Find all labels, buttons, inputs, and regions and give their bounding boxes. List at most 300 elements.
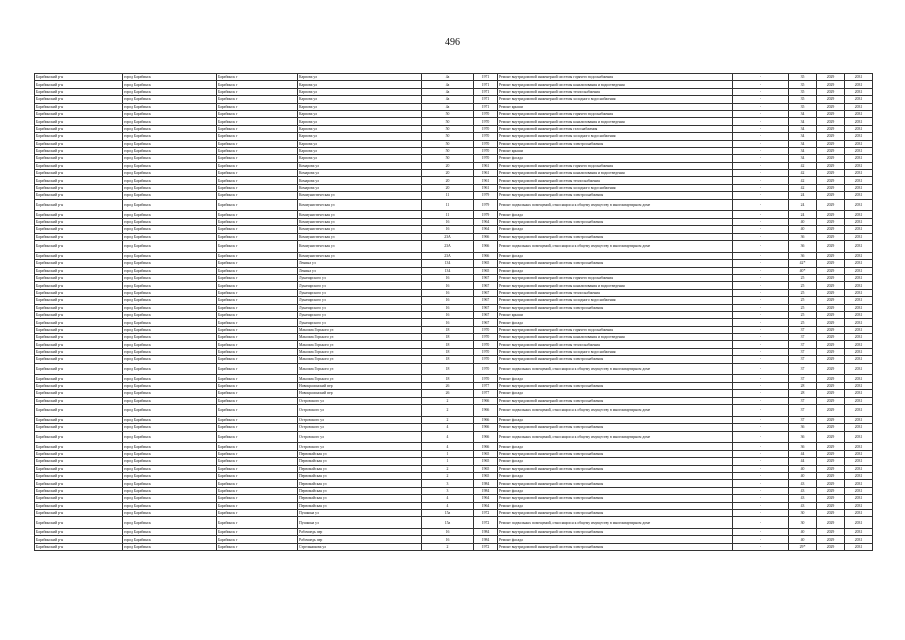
period-start-cell: 2029 [817,233,845,240]
period-start-cell: 2029 [817,465,845,472]
period-end-cell: 2031 [845,267,873,274]
municipality-cell: город Барабинск [123,397,217,404]
period-end-cell: 2031 [845,274,873,281]
street-cell: Коммунистическая ул [298,199,422,211]
table-row [35,319,873,326]
municipality-cell: город Барабинск [123,536,217,543]
period-end-cell: 2031 [845,397,873,404]
work-type-cell: Ремонт внутридомовой инженерной системы электроснабжения [498,260,733,267]
build-year-cell: 1970 [474,147,498,154]
house-number-cell: 50 [422,147,474,154]
street-cell: Карпова ул [298,118,422,125]
work-type-cell: Ремонт фасада [498,252,733,259]
street-cell: Максима Горького ул [298,334,422,341]
city-cell: Барабинск г [217,133,298,140]
work-type-cell: Ремонт внутридомовой инженерной системы электроснабжения [498,529,733,536]
mark-cell: - [733,88,789,95]
city-cell: Барабинск г [217,81,298,88]
table-row [35,88,873,95]
city-cell: Барабинск г [217,487,298,494]
municipality-cell: город Барабинск [123,133,217,140]
period-end-cell: 2031 [845,375,873,382]
district-cell: Барабинский р-н [35,319,123,326]
work-type-cell: Ремонт внутридомовой инженерной системы электроснабжения [498,192,733,199]
work-type-cell: Ремонт внутридомовой инженерной системы газоснабжения [498,125,733,132]
build-year-cell: 1966 [474,397,498,404]
district-cell: Барабинский р-н [35,356,123,363]
table-row [35,390,873,397]
street-cell: Рабочиедь пер [298,529,422,536]
period-start-cell: 2029 [817,252,845,259]
build-year-cell: 1970 [474,348,498,355]
value-cell: 40 [789,529,817,536]
period-end-cell: 2031 [845,416,873,423]
period-end-cell: 2031 [845,88,873,95]
period-start-cell: 2029 [817,509,845,516]
house-number-cell: 16 [422,218,474,225]
street-cell: Коммунистическая ул [298,226,422,233]
city-cell: Барабинск г [217,536,298,543]
work-type-cell: Ремонт внутридомовой инженерной системы горячего водоснабжения [498,274,733,281]
table-row [35,543,873,550]
work-type-cell: Ремонт внутридомовой инженерной системы электроснабжения [498,450,733,457]
period-end-cell: 2031 [845,311,873,318]
municipality-cell: город Барабинск [123,509,217,516]
value-cell: 25 [789,304,817,311]
municipality-cell: город Барабинск [123,311,217,318]
work-type-cell: Ремонт фасада [498,155,733,162]
city-cell: Барабинск г [217,443,298,450]
value-cell: 43 [789,495,817,502]
mark-cell: - [733,443,789,450]
street-cell: Первомайская ул [298,487,422,494]
register-table [34,73,873,551]
house-number-cell: 4 [422,431,474,443]
house-number-cell: 16 [422,226,474,233]
period-end-cell: 2031 [845,110,873,117]
house-number-cell: 2 [422,472,474,479]
build-year-cell: 1977 [474,390,498,397]
table-row [35,282,873,289]
street-cell: Карпова ул [298,81,422,88]
period-start-cell: 2029 [817,543,845,550]
city-cell: Барабинск г [217,397,298,404]
value-cell: 42* [789,260,817,267]
street-cell: Комарова ул [298,184,422,191]
period-end-cell: 2031 [845,125,873,132]
district-cell: Барабинский р-н [35,334,123,341]
build-year-cell: 1971 [474,96,498,103]
period-end-cell: 2031 [845,363,873,375]
value-cell: 42 [789,177,817,184]
mark-cell: - [733,348,789,355]
house-number-cell: 134 [422,267,474,274]
house-number-cell: 50 [422,110,474,117]
municipality-cell: город Барабинск [123,233,217,240]
build-year-cell: 1971 [474,88,498,95]
city-cell: Барабинск г [217,356,298,363]
district-cell: Барабинский р-н [35,74,123,81]
mark-cell: - [733,74,789,81]
build-year-cell: 1972 [474,517,498,529]
value-cell: 42 [789,184,817,191]
municipality-cell: город Барабинск [123,529,217,536]
value-cell: 35 [789,103,817,110]
period-end-cell: 2031 [845,147,873,154]
table-row [35,252,873,259]
period-end-cell: 2031 [845,282,873,289]
period-start-cell: 2029 [817,147,845,154]
mark-cell: - [733,147,789,154]
street-cell: Островского ул [298,405,422,417]
period-start-cell: 2029 [817,274,845,281]
mark-cell: - [733,184,789,191]
municipality-cell: город Барабинск [123,162,217,169]
build-year-cell: 1979 [474,199,498,211]
build-year-cell: 1967 [474,311,498,318]
period-start-cell: 2029 [817,319,845,326]
district-cell: Барабинский р-н [35,260,123,267]
mark-cell: - [733,289,789,296]
mark-cell: - [733,375,789,382]
district-cell: Барабинский р-н [35,424,123,431]
house-number-cell: 16 [422,311,474,318]
table-row [35,140,873,147]
house-number-cell: 4а [422,103,474,110]
period-end-cell: 2031 [845,509,873,516]
table-row [35,192,873,199]
period-start-cell: 2029 [817,118,845,125]
table-row [35,517,873,529]
work-type-cell: Ремонт внутридомовой инженерной системы холодного водоснабжения [498,96,733,103]
work-type-cell: Ремонт внутридомовой инженерной системы холодного водоснабжения [498,133,733,140]
mark-cell: - [733,241,789,253]
period-start-cell: 2029 [817,424,845,431]
street-cell: Луначарского ул [298,297,422,304]
value-cell: 34 [789,155,817,162]
municipality-cell: город Барабинск [123,184,217,191]
city-cell: Барабинск г [217,319,298,326]
street-cell: Островского ул [298,397,422,404]
period-start-cell: 2029 [817,382,845,389]
table-row [35,502,873,509]
build-year-cell: 1967 [474,282,498,289]
house-number-cell: 4а [422,74,474,81]
mark-cell: - [733,140,789,147]
build-year-cell: 1970 [474,375,498,382]
municipality-cell: город Барабинск [123,74,217,81]
period-end-cell: 2031 [845,170,873,177]
period-start-cell: 2029 [817,96,845,103]
work-type-cell: Ремонт внутридомовой инженерной системы канализования и водоотведения [498,170,733,177]
municipality-cell: город Барабинск [123,465,217,472]
city-cell: Барабинск г [217,502,298,509]
period-start-cell: 2029 [817,326,845,333]
value-cell: 42 [789,170,817,177]
city-cell: Барабинск г [217,326,298,333]
period-start-cell: 2029 [817,74,845,81]
mark-cell: - [733,416,789,423]
district-cell: Барабинский р-н [35,397,123,404]
period-start-cell: 2029 [817,289,845,296]
period-start-cell: 2029 [817,529,845,536]
table-row [35,326,873,333]
value-cell: 25 [789,282,817,289]
build-year-cell: 1979 [474,192,498,199]
period-end-cell: 2031 [845,382,873,389]
district-cell: Барабинский р-н [35,192,123,199]
district-cell: Барабинский р-н [35,363,123,375]
mark-cell: - [733,226,789,233]
period-start-cell: 2029 [817,282,845,289]
build-year-cell: 1984 [474,536,498,543]
house-number-cell: 50 [422,125,474,132]
street-cell: Максима Горького ул [298,341,422,348]
work-type-cell: Ремонт фасада [498,458,733,465]
work-type-cell: Ремонт фасада [498,416,733,423]
house-number-cell: 4 [422,495,474,502]
period-end-cell: 2031 [845,472,873,479]
house-number-cell: 23А [422,241,474,253]
work-type-cell: Ремонт внутридомовой инженерной системы канализования и водоотведения [498,118,733,125]
period-start-cell: 2029 [817,170,845,177]
city-cell: Барабинск г [217,382,298,389]
build-year-cell: 1970 [474,140,498,147]
street-cell: Максима Горького ул [298,363,422,375]
build-year-cell: 1972 [474,543,498,550]
city-cell: Барабинск г [217,88,298,95]
mark-cell: - [733,199,789,211]
district-cell: Барабинский р-н [35,147,123,154]
work-type-cell: Ремонт подвальных помещений, относящихся к общему имуществу в многоквартирном доме [498,405,733,417]
value-cell: 36 [789,443,817,450]
street-cell: Луначарского ул [298,289,422,296]
mark-cell: - [733,304,789,311]
value-cell: 28 [789,382,817,389]
work-type-cell: Ремонт внутридомовой инженерной системы электроснабжения [498,382,733,389]
mark-cell: - [733,334,789,341]
city-cell: Барабинск г [217,155,298,162]
mark-cell: - [733,390,789,397]
mark-cell: - [733,170,789,177]
period-end-cell: 2031 [845,405,873,417]
municipality-cell: город Барабинск [123,363,217,375]
house-number-cell: 2 [422,465,474,472]
value-cell: 30 [789,509,817,516]
mark-cell: - [733,450,789,457]
municipality-cell: город Барабинск [123,241,217,253]
street-cell: Карпова ул [298,96,422,103]
street-cell: Островского ул [298,424,422,431]
municipality-cell: город Барабинск [123,334,217,341]
work-type-cell: Ремонт внутридомовой инженерной системы канализования и водоотведения [498,282,733,289]
district-cell: Барабинский р-н [35,495,123,502]
work-type-cell: Ремонт внутридомовой инженерной системы холодного водоснабжения [498,297,733,304]
work-type-cell: Ремонт внутридомовой инженерной системы электроснабжения [498,356,733,363]
street-cell: Луначарского ул [298,274,422,281]
house-number-cell: 16 [422,297,474,304]
period-start-cell: 2029 [817,184,845,191]
city-cell: Барабинск г [217,162,298,169]
house-number-cell: 50 [422,133,474,140]
work-type-cell: Ремонт внутридомовой инженерной системы канализования и водоотведения [498,81,733,88]
build-year-cell: 1965 [474,267,498,274]
district-cell: Барабинский р-н [35,382,123,389]
value-cell: 40 [789,472,817,479]
period-end-cell: 2031 [845,543,873,550]
mark-cell: - [733,382,789,389]
mark-cell: - [733,472,789,479]
city-cell: Барабинск г [217,311,298,318]
value-cell: 36 [789,233,817,240]
street-cell: Пушкина ул [298,517,422,529]
house-number-cell: 11 [422,199,474,211]
value-cell: 24 [789,199,817,211]
street-cell: Максима Горького ул [298,348,422,355]
build-year-cell: 1977 [474,382,498,389]
table-row [35,495,873,502]
house-number-cell: 18 [422,348,474,355]
street-cell: Островского ул [298,431,422,443]
house-number-cell: 4 [422,443,474,450]
period-end-cell: 2031 [845,289,873,296]
table-row [35,226,873,233]
house-number-cell: 2 [422,416,474,423]
value-cell: 24 [789,192,817,199]
table-row [35,274,873,281]
table-row [35,125,873,132]
period-end-cell: 2031 [845,443,873,450]
work-type-cell: Ремонт внутридомовой инженерной системы электроснабжения [498,233,733,240]
mark-cell: - [733,192,789,199]
value-cell: 34 [789,133,817,140]
city-cell: Барабинск г [217,211,298,218]
house-number-cell: 20 [422,162,474,169]
build-year-cell: 1967 [474,289,498,296]
value-cell: 28 [789,390,817,397]
work-type-cell: Ремонт подвальных помещений, относящихся к общему имуществу в многоквартирном доме [498,363,733,375]
mark-cell: - [733,162,789,169]
value-cell: 36 [789,241,817,253]
period-end-cell: 2031 [845,487,873,494]
house-number-cell: 4а [422,81,474,88]
table-row [35,118,873,125]
value-cell: 36 [789,424,817,431]
city-cell: Барабинск г [217,184,298,191]
city-cell: Барабинск г [217,297,298,304]
build-year-cell: 1967 [474,319,498,326]
period-end-cell: 2031 [845,517,873,529]
mark-cell: - [733,517,789,529]
period-start-cell: 2029 [817,443,845,450]
period-end-cell: 2031 [845,96,873,103]
municipality-cell: город Барабинск [123,424,217,431]
work-type-cell: Ремонт внутридомовой инженерной системы электроснабжения [498,480,733,487]
street-cell: Луначарского ул [298,304,422,311]
house-number-cell: 50 [422,118,474,125]
period-start-cell: 2029 [817,110,845,117]
street-cell: Максима Горького ул [298,326,422,333]
mark-cell: - [733,110,789,117]
municipality-cell: город Барабинск [123,341,217,348]
district-cell: Барабинский р-н [35,416,123,423]
municipality-cell: город Барабинск [123,375,217,382]
period-end-cell: 2031 [845,334,873,341]
house-number-cell: 2 [422,405,474,417]
table-row [35,81,873,88]
mark-cell: - [733,431,789,443]
value-cell: 37 [789,334,817,341]
district-cell: Барабинский р-н [35,155,123,162]
period-end-cell: 2031 [845,297,873,304]
build-year-cell: 1966 [474,431,498,443]
table-row [35,487,873,494]
period-start-cell: 2029 [817,416,845,423]
period-start-cell: 2029 [817,218,845,225]
city-cell: Барабинск г [217,74,298,81]
city-cell: Барабинск г [217,260,298,267]
street-cell: Карпова ул [298,147,422,154]
value-cell: 25 [789,319,817,326]
district-cell: Барабинский р-н [35,311,123,318]
city-cell: Барабинск г [217,252,298,259]
city-cell: Барабинск г [217,170,298,177]
value-cell: 40 [789,218,817,225]
house-number-cell: 4 [422,424,474,431]
value-cell: 40 [789,226,817,233]
street-cell: Первомайская ул [298,450,422,457]
city-cell: Барабинск г [217,199,298,211]
street-cell: Комарова ул [298,170,422,177]
value-cell: 30 [789,517,817,529]
table-row [35,443,873,450]
value-cell: 37 [789,341,817,348]
mark-cell: - [733,133,789,140]
build-year-cell: 1971 [474,74,498,81]
value-cell: 34 [789,118,817,125]
district-cell: Барабинский р-н [35,390,123,397]
period-start-cell: 2029 [817,472,845,479]
period-start-cell: 2029 [817,241,845,253]
house-number-cell: 20 [422,184,474,191]
work-type-cell: Ремонт внутридомовой инженерной системы теплоснабжения [498,341,733,348]
street-cell: Новокрасинский пер [298,382,422,389]
district-cell: Барабинский р-н [35,140,123,147]
city-cell: Барабинск г [217,233,298,240]
table-row [35,348,873,355]
period-end-cell: 2031 [845,431,873,443]
table-row [35,341,873,348]
period-end-cell: 2031 [845,184,873,191]
house-number-cell: 18 [422,341,474,348]
municipality-cell: город Барабинск [123,382,217,389]
period-end-cell: 2031 [845,356,873,363]
period-start-cell: 2029 [817,517,845,529]
municipality-cell: город Барабинск [123,274,217,281]
work-type-cell: Ремонт крыши [498,147,733,154]
municipality-cell: город Барабинск [123,319,217,326]
municipality-cell: город Барабинск [123,297,217,304]
period-start-cell: 2029 [817,458,845,465]
table-row [35,311,873,318]
house-number-cell: 16 [422,536,474,543]
period-end-cell: 2031 [845,465,873,472]
period-start-cell: 2029 [817,311,845,318]
municipality-cell: город Барабинск [123,416,217,423]
table-row [35,241,873,253]
table-row [35,334,873,341]
district-cell: Барабинский р-н [35,125,123,132]
